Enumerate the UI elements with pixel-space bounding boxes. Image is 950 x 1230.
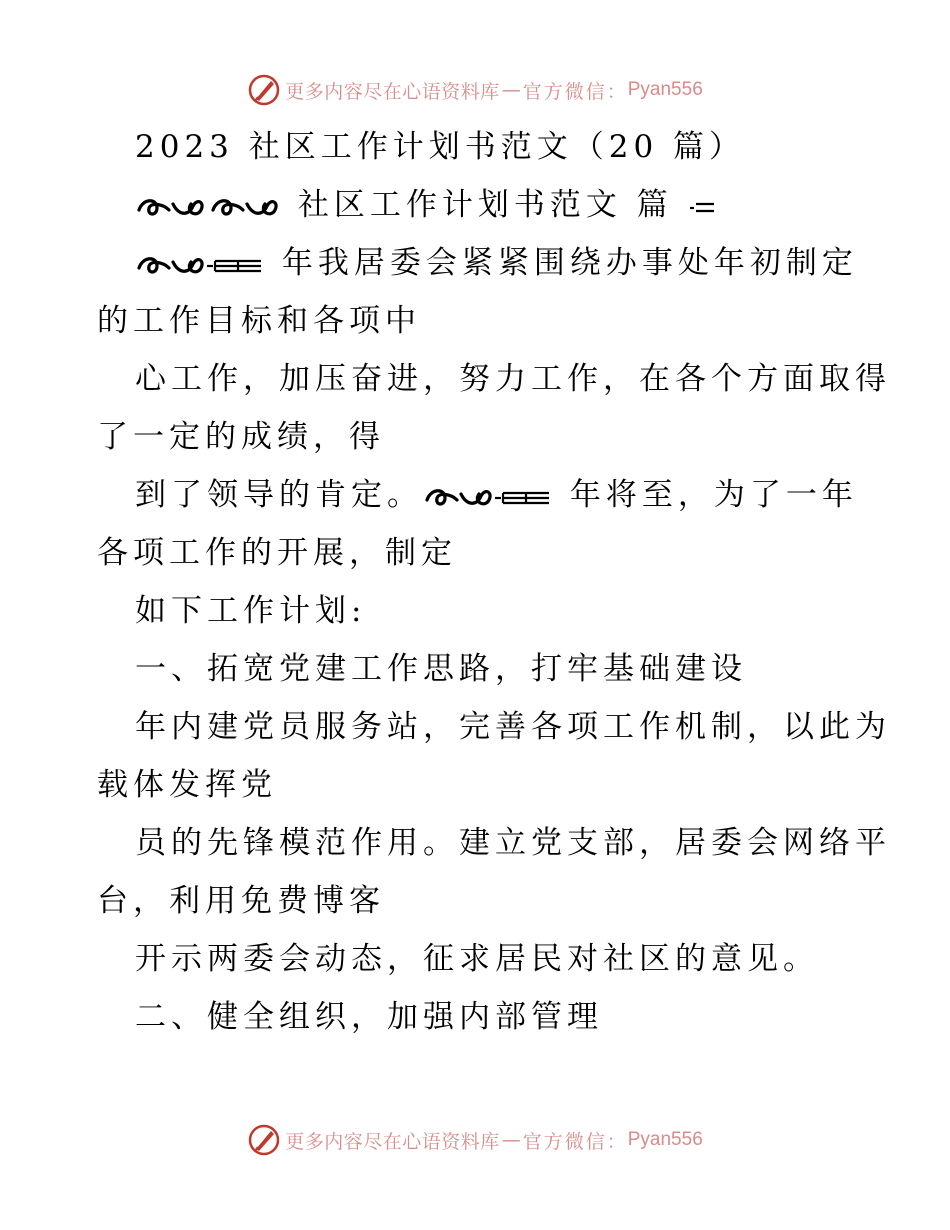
paragraph-line: [97, 234, 897, 292]
header-watermark: [0, 70, 950, 110]
paragraph-line: 各项工作的开展，制定: [97, 535, 457, 571]
heading-text: 社区工作计划书范文 篇: [297, 187, 673, 223]
paragraph-line: 开示两委会动态，征求居民对社区的意见。: [135, 941, 819, 977]
watermark-separator: —: [501, 79, 521, 101]
paragraph-line: 员的先锋模范作用。建立党支部，居委会网络平: [135, 825, 891, 861]
paragraph-line: [97, 466, 897, 524]
document-body: [97, 118, 897, 1046]
ornament-icon: [493, 482, 555, 512]
paragraph-line: 了一定的成绩，得: [97, 419, 385, 455]
paragraph-text: 年将至，为了一年: [569, 477, 858, 513]
ornament-icon: [135, 250, 205, 280]
paragraph-line: 的工作目标和各项中: [97, 303, 421, 339]
watermark-separator: —: [501, 1129, 521, 1151]
watermark-text: 更多内容尽在心语资料库: [285, 80, 500, 103]
section-heading: 一、拓宽党建工作思路，打牢基础建设: [135, 651, 747, 687]
watermark-text: 更多内容尽在心语资料库: [285, 1130, 500, 1153]
quill-logo-icon: [247, 1123, 281, 1157]
paragraph-line: 心工作，加压奋进，努力工作，在各个方面取得: [135, 361, 891, 397]
paragraph-line: 如下工作计划:: [135, 593, 367, 629]
quill-logo-icon: [247, 73, 281, 107]
watermark-id: Pyan556: [627, 1129, 703, 1150]
paragraph-text: 到了领导的肯定。: [135, 477, 423, 513]
ornament-icon: [135, 192, 283, 222]
watermark-id: Pyan556: [627, 79, 703, 100]
paragraph-text: 年我居委会紧紧围绕办事处年初制定: [281, 245, 858, 281]
section-heading: 二、健全组织，加强内部管理: [135, 999, 603, 1035]
paragraph-line: 载体发挥党: [97, 767, 277, 803]
ornament-icon: [423, 482, 493, 512]
paragraph-line: 年内建党员服务站，完善各项工作机制，以此为: [135, 709, 891, 745]
watermark-label: 官方微信：: [522, 80, 628, 103]
watermark-label: 官方微信：: [522, 1130, 628, 1153]
ornament-icon: [688, 192, 716, 222]
ornament-icon: [205, 250, 267, 280]
document-heading: [97, 176, 897, 234]
document-title: 2023 社区工作计划书范文（20 篇）: [135, 129, 746, 165]
footer-watermark: [0, 1120, 950, 1160]
paragraph-line: 台，利用免费博客: [97, 883, 385, 919]
